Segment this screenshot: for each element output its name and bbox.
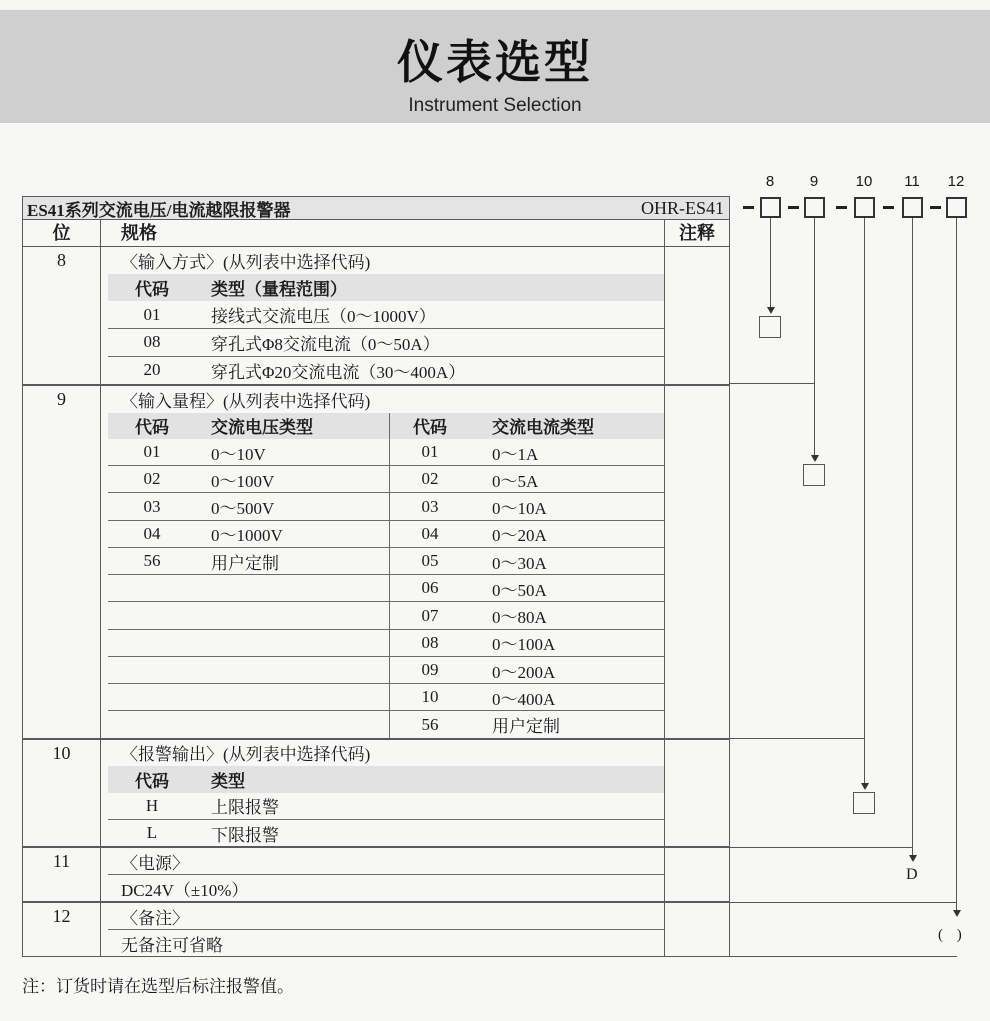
code-value: 08: [421, 632, 439, 652]
slot-number-9: 9: [809, 173, 819, 190]
empty-row: [108, 602, 389, 629]
page-subtitle: Instrument Selection: [408, 95, 582, 116]
section-connector-line: [730, 847, 913, 848]
table-row: [108, 521, 389, 548]
dash-separator: [836, 206, 847, 209]
leader-line-12: [956, 218, 957, 910]
section-11: [23, 846, 729, 901]
sub-header-row: [108, 413, 389, 439]
page-title: 仪表选型: [397, 36, 593, 88]
table-row: [390, 575, 664, 602]
type-value: 0～10A: [492, 499, 547, 519]
sub-header-type: 交流电流类型: [492, 418, 594, 438]
leader-line-11: [912, 218, 913, 855]
code-slot-11: [902, 197, 923, 218]
current-group: [389, 413, 664, 738]
footnote: 注：订货时请在选型后标注报警值。: [22, 977, 294, 996]
model-prefix: OHR-ES41: [640, 197, 724, 218]
code-value: 56: [421, 714, 439, 734]
code-value: 04: [421, 523, 439, 543]
table-row: [390, 630, 664, 657]
code-value: H: [145, 795, 159, 815]
section-9: [23, 384, 729, 738]
header-position: 位: [23, 220, 101, 246]
type-value: 用户定制: [211, 553, 279, 573]
section-value: DC24V（±10%）: [121, 880, 249, 900]
table-row: [108, 820, 664, 846]
code-value: 01: [421, 442, 439, 462]
position-cell: 11: [23, 848, 101, 901]
type-value: 用户定制: [492, 717, 560, 737]
selection-box-9: [803, 464, 825, 486]
type-value: 0～20A: [492, 526, 547, 546]
section-connector-line: [730, 956, 957, 957]
table-row: [108, 548, 389, 575]
type-value: 0～5A: [492, 471, 539, 491]
range-subtable: [108, 413, 664, 738]
section-value: 无备注可省略: [121, 935, 223, 955]
type-value: 0～50A: [492, 580, 547, 600]
selection-table: [22, 196, 730, 957]
type-value: 0～1A: [492, 444, 539, 464]
table-row: [390, 711, 664, 737]
sub-header-type: 类型（量程范围）: [211, 280, 347, 300]
slot-number-12: 12: [947, 173, 965, 190]
header-note: 注释: [664, 220, 729, 246]
selection-box-8: [759, 316, 781, 338]
sub-header-code: 代码: [135, 280, 169, 300]
type-value: 0～400A: [492, 689, 556, 709]
dash-separator: [930, 206, 941, 209]
code-value: 01: [143, 304, 161, 324]
power-code-label: D: [906, 866, 918, 883]
type-value: 上限报警: [211, 798, 279, 818]
code-slot-8: [760, 197, 781, 218]
type-value: 0～10V: [211, 444, 266, 464]
section-connector-line: [730, 738, 865, 739]
note-cell: [664, 903, 729, 956]
type-value: 下限报警: [211, 825, 279, 845]
section-label: 〈电源〉: [108, 848, 664, 875]
series-title: ES41系列交流电压/电流越限报警器: [27, 200, 291, 220]
code-value: L: [146, 823, 158, 843]
sub-header-type: 类型: [211, 771, 245, 791]
voltage-group: [108, 413, 389, 738]
code-value: 09: [421, 660, 439, 680]
section-label: 〈备注〉: [108, 903, 664, 930]
table-row: [390, 548, 664, 575]
sub-header-row: [108, 766, 664, 792]
table-row: [108, 301, 664, 329]
table-row: [108, 329, 664, 357]
code-value: 07: [421, 605, 439, 625]
table-row: [390, 439, 664, 466]
code-value: 10: [421, 687, 439, 707]
slot-number-11: 11: [904, 173, 920, 190]
leader-line-8: [770, 218, 771, 307]
table-row: [108, 466, 389, 493]
empty-row: [108, 575, 389, 602]
code-slot-12: [946, 197, 967, 218]
type-value: 0～100A: [492, 635, 556, 655]
section-connector-line: [730, 383, 815, 384]
type-value: 0～200A: [492, 662, 556, 682]
position-cell: 12: [23, 903, 101, 956]
table-row: [390, 493, 664, 520]
empty-row: [108, 711, 389, 737]
table-title-row: [23, 197, 729, 220]
slot-number-10: 10: [855, 173, 873, 190]
empty-row: [108, 657, 389, 684]
slot-number-8: 8: [765, 173, 775, 190]
sub-header-code: 代码: [135, 771, 169, 791]
note-cell: [664, 247, 729, 384]
section-label: 〈输入方式〉(从列表中选择代码): [121, 253, 371, 273]
note-placeholder: ( ): [938, 927, 967, 943]
empty-row: [108, 630, 389, 657]
table-row: [108, 439, 389, 466]
table-row: [390, 466, 664, 493]
note-cell: [664, 740, 729, 847]
code-value: 08: [143, 332, 161, 352]
note-cell: [664, 848, 729, 901]
table-row: [390, 657, 664, 684]
leader-line-9: [814, 218, 815, 455]
code-value: 03: [421, 496, 439, 516]
code-value: 02: [421, 469, 439, 489]
type-value: 0～30A: [492, 553, 547, 573]
section-12: [23, 901, 729, 956]
code-value: 56: [143, 551, 161, 571]
code-value: 02: [143, 469, 161, 489]
arrow-down-icon: [811, 455, 819, 462]
code-value: 20: [143, 360, 161, 380]
code-value: 06: [421, 578, 439, 598]
table-row: [108, 493, 389, 520]
code-value: 01: [143, 442, 161, 462]
arrow-down-icon: [767, 307, 775, 314]
empty-row: [108, 684, 389, 711]
dash-separator: [743, 206, 754, 209]
arrow-down-icon: [953, 910, 961, 917]
position-cell: 8: [23, 247, 101, 384]
type-value: 0～80A: [492, 608, 547, 628]
header-spec: 规格: [121, 223, 157, 243]
code-value: 05: [421, 551, 439, 571]
sub-header-code: 代码: [135, 418, 169, 438]
type-value: 0～1000V: [211, 526, 283, 546]
selection-box-10: [853, 792, 875, 814]
table-header-row: [23, 220, 729, 247]
note-cell: [664, 386, 729, 738]
table-row: [390, 521, 664, 548]
code-value: 04: [143, 523, 161, 543]
type-value: 0～100V: [211, 471, 275, 491]
position-cell: 9: [23, 386, 101, 738]
type-value: 穿孔式Φ8交流电流（0～50A）: [211, 334, 440, 354]
section-connector-line: [730, 902, 957, 903]
table-row: [390, 602, 664, 629]
position-cell: 10: [23, 740, 101, 847]
section-8: [23, 247, 729, 384]
type-value: 0～500V: [211, 499, 275, 519]
code-slot-10: [854, 197, 875, 218]
leader-line-10: [864, 218, 865, 783]
arrow-down-icon: [861, 783, 869, 790]
section-label: 〈输入量程〉(从列表中选择代码): [121, 391, 371, 411]
dash-separator: [788, 206, 799, 209]
table-row: [108, 357, 664, 384]
sub-header-code: 代码: [413, 418, 447, 438]
sub-header-row: [108, 274, 664, 301]
arrow-down-icon: [909, 855, 917, 862]
page-banner: [0, 10, 990, 123]
dash-separator: [883, 206, 894, 209]
sub-header-row: [390, 413, 664, 439]
section-10: [23, 738, 729, 847]
table-row: [108, 793, 664, 820]
table-row: [390, 684, 664, 711]
sub-header-type: 交流电压类型: [211, 418, 313, 438]
type-value: 接线式交流电压（0～1000V）: [211, 307, 436, 327]
code-value: 03: [143, 496, 161, 516]
section-label: 〈报警输出〉(从列表中选择代码): [121, 745, 371, 765]
code-slot-9: [804, 197, 825, 218]
type-value: 穿孔式Φ20交流电流（30～400A）: [211, 362, 466, 382]
